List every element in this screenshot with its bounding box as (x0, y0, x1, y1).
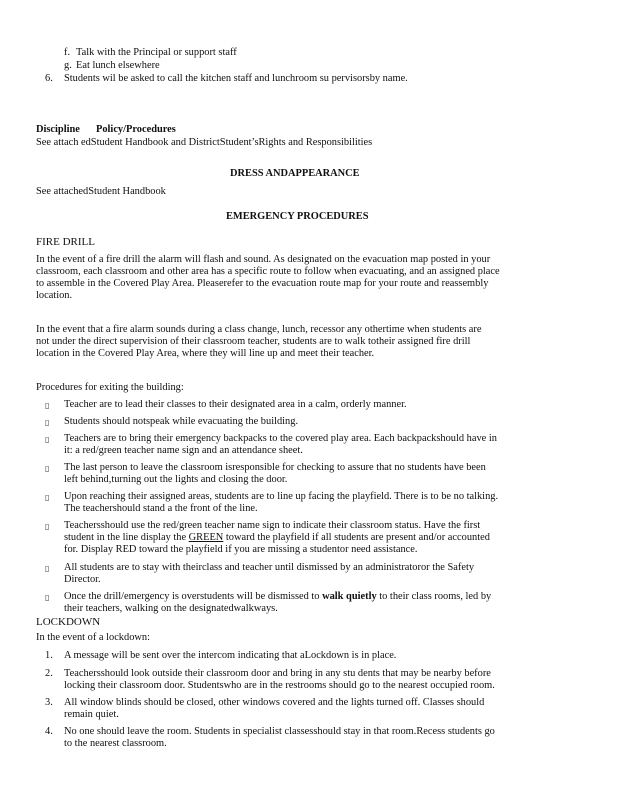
lockdown-marker-4: 4. (45, 726, 53, 737)
fire-drill-para2-line3: location in the Covered Play Area, where they will line up and meet their teacher. (36, 348, 375, 359)
fire-drill-title: FIRE DRILL (36, 236, 95, 248)
list-marker-6: 6. (45, 73, 53, 84)
bullet-8-line2: their teachers, walking on the designatedwalkways. (64, 603, 278, 614)
bullet-5-line1: Upon reaching their assigned areas, students are to line up facing the playfield. There is to be no talking. (64, 491, 499, 502)
list-item-f: Talk with the Principal or support staff (76, 47, 237, 58)
walk-quietly-bold: walk quietly (322, 591, 377, 602)
bullet-8-line1 (64, 591, 491, 603)
bullet-6-line2-end: toward the playfield if all students are present and/or accounted (223, 532, 490, 543)
bullet-3-line2: it: a red/green teacher name sign and an attendance sheet. (64, 445, 303, 456)
bullet-6-line2-start: student in the line display the (64, 532, 189, 543)
lockdown-marker-1: 1. (45, 650, 53, 661)
list-item-6: Students wil be asked to call the kitchen staff and lunchroom su pervisorsby name. (64, 73, 408, 84)
lockdown-item-4-line1: No one should leave the room. Students in specialist classesshould stay in that room.Recess students go (64, 726, 495, 737)
lockdown-item-1-line1: A message will be sent over the intercom indicating that aLockdown is in place. (64, 650, 397, 661)
bullet-5-line2: The teachershould stand a the front of the line. (64, 503, 258, 514)
lockdown-marker-3: 3. (45, 697, 53, 708)
fire-drill-para1-line1: In the event of a fire drill the alarm will flash and sound. As designated on the evacuation map posted in your (36, 254, 491, 265)
bullet-3-line1: Teachers are to bring their emergency backpacks to the covered play area. Each backpackshould have in (64, 433, 497, 444)
bullet-1: Teacher are to lead their classes to their designated area in a calm, orderly manner. (64, 399, 407, 410)
fire-drill-para1-line3: to assemble in the Covered Play Area. Pleaserefer to the evacuation route map for your route and reassembly (36, 278, 489, 289)
bullet-marker-icon: ▯ (45, 593, 50, 602)
policy-procedures-heading: Policy/Procedures (96, 124, 176, 135)
lockdown-item-2-line1: Teachersshould look outside their classroom door and bring in any stu dents that may be nearby before (64, 668, 491, 679)
bullet-marker-icon: ▯ (45, 522, 50, 531)
fire-drill-para2-line1: In the event that a fire alarm sounds during a class change, lunch, recessor any othertime when students are (36, 324, 482, 335)
list-marker-g: g. (64, 60, 72, 71)
emergency-heading: EMERGENCY PROCEDURES (226, 211, 369, 222)
bullet-marker-icon: ▯ (45, 435, 50, 444)
dress-heading: DRESS ANDAPPEARANCE (230, 168, 360, 179)
list-marker-f: f. (64, 47, 71, 58)
fire-drill-para1-line4: location. (36, 290, 73, 301)
bullet-4-line2: left behind,turning out the lights and closing the door. (64, 474, 288, 485)
bullet-7-line2: Director. (64, 574, 101, 585)
discipline-heading: Discipline (36, 124, 80, 135)
discipline-text: See attach edStudent Handbook and DistrictStudent’sRights and Responsibilities (36, 137, 373, 148)
fire-drill-para2-line2: not under the direct supervision of their classroom teacher, students are to walk totheir assigned fire drill (36, 336, 471, 347)
bullet-6-line2 (64, 532, 490, 544)
bullet-7-line1: All students are to stay with theirclass and teacher until dismissed by an administratoror the Safety (64, 562, 475, 573)
bullet-6-line1: Teachersshould use the red/green teacher name sign to indicate their classroom status. Have the first (64, 520, 481, 531)
lockdown-title: LOCKDOWN (36, 616, 101, 628)
dress-text: See attachedStudent Handbook (36, 186, 166, 197)
bullet-2: Students should notspeak while evacuating the building. (64, 416, 299, 427)
bullet-6-line3: for. Display RED toward the playfield if you are missing a studentor need assistance. (64, 544, 418, 555)
lockdown-item-3-line1: All window blinds should be closed, other windows covered and the lights turned off. Classes should (64, 697, 485, 708)
bullet-marker-icon: ▯ (45, 493, 50, 502)
bullet-4-line1: The last person to leave the classroom isresponsible for checking to assure that no students have been (64, 462, 486, 473)
green-underlined-word: GREEN (188, 532, 224, 543)
fire-drill-para1-line2: classroom, each classroom and other area has a specific route to follow when evacuating, and an assigned place (36, 266, 500, 277)
lockdown-marker-2: 2. (45, 668, 53, 679)
lockdown-intro: In the event of a lockdown: (36, 632, 150, 643)
lockdown-item-2-line2: locking their classroom door. Studentswho are in the restrooms should go to the nearest occupied room. (64, 680, 495, 691)
lockdown-item-4-line2: to the nearest classroom. (64, 738, 167, 749)
list-item-g: Eat lunch elsewhere (76, 60, 160, 71)
bullet-8-line1-start: Once the drill/emergency is overstudents will be dismissed to (64, 591, 323, 602)
procedures-intro: Procedures for exiting the building: (36, 382, 184, 393)
bullet-marker-icon: ▯ (45, 401, 50, 410)
bullet-marker-icon: ▯ (45, 564, 50, 573)
lockdown-item-3-line2: remain quiet. (64, 709, 119, 720)
bullet-marker-icon: ▯ (45, 418, 50, 427)
bullet-marker-icon: ▯ (45, 464, 50, 473)
bullet-8-line1-end: to their class rooms, led by (376, 591, 492, 602)
